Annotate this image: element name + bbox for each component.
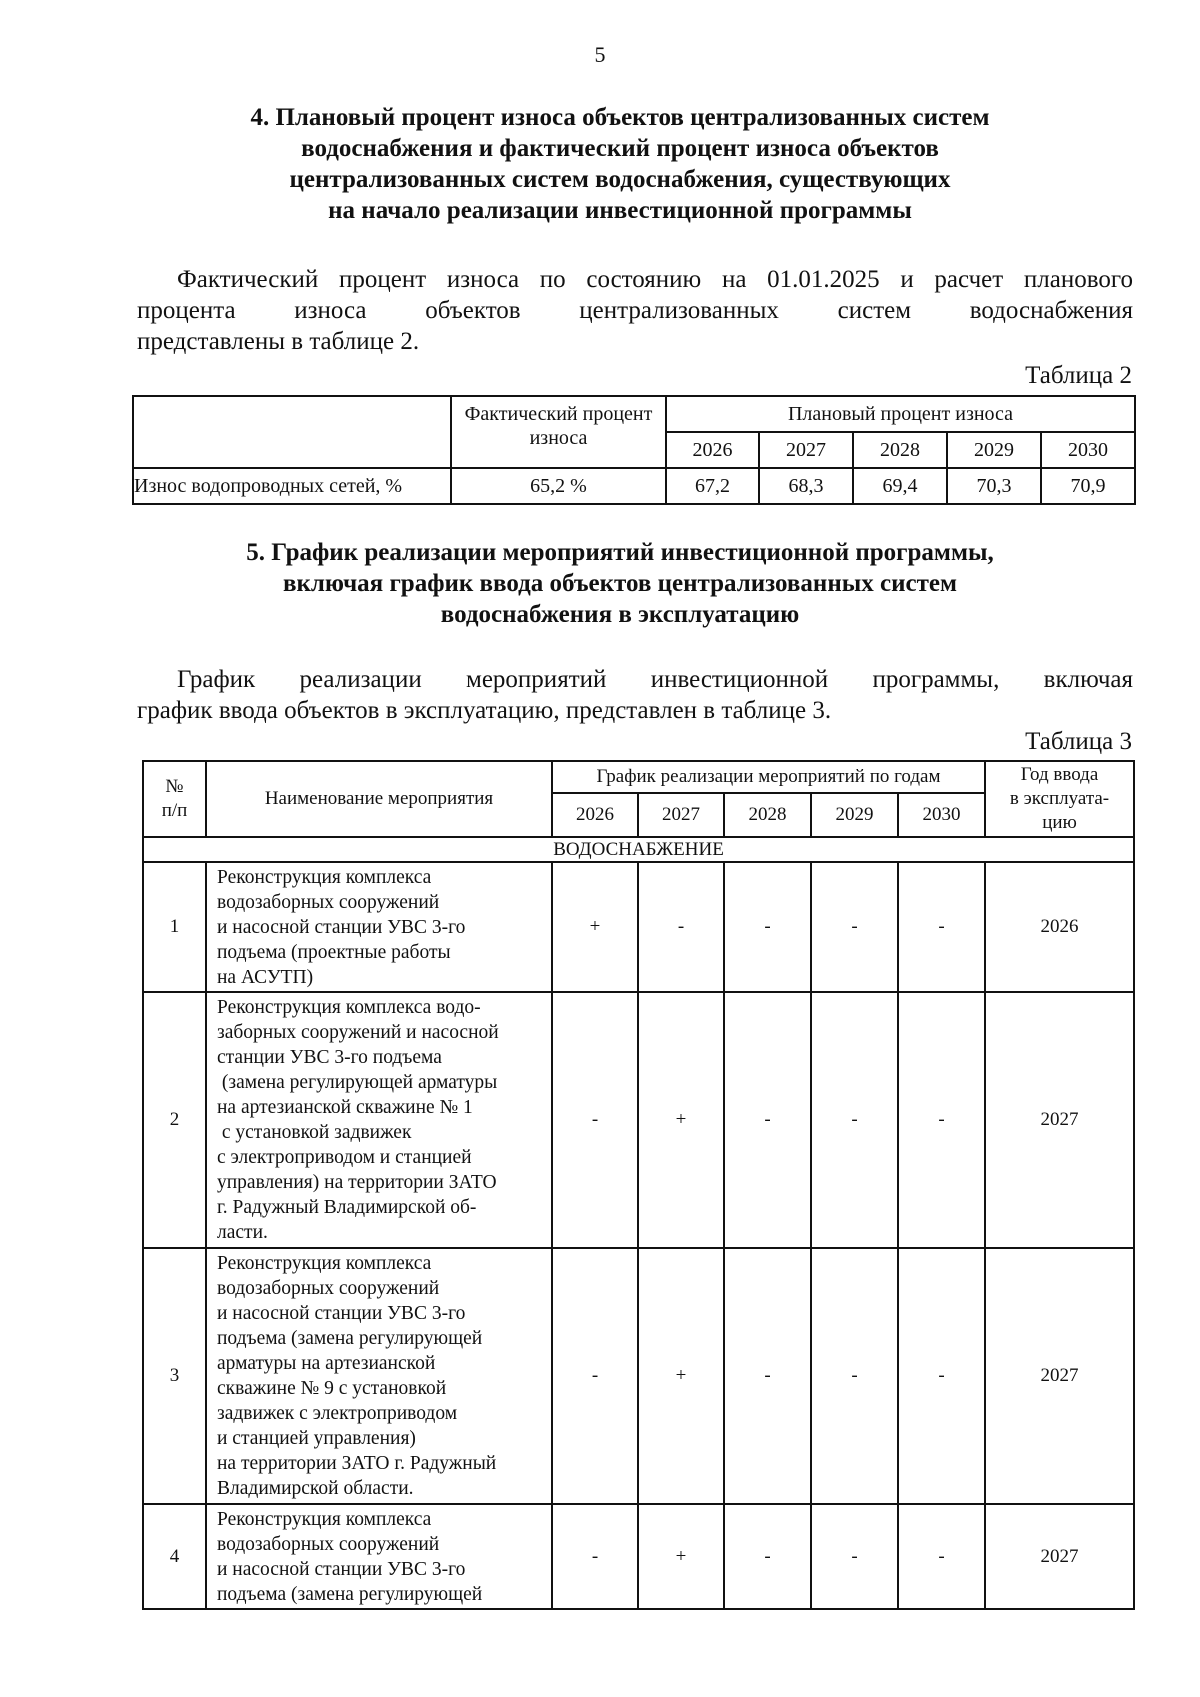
table-row (143, 862, 1134, 992)
name-line: управления) на территории ЗАТО (217, 1172, 497, 1193)
paragraph-line: График реализации мероприятий инвестиционной программы, включая (177, 666, 1133, 693)
table-row (143, 1504, 1134, 1609)
heading-line: 4. Плановый процент износа объектов централизованных систем (250, 104, 990, 131)
schedule-mark: - (724, 862, 811, 992)
wear-percentage-table (132, 395, 1136, 505)
name-line: водозаборных сооружений (217, 1278, 440, 1299)
commission-year-header (985, 761, 1134, 837)
heading-line: 5. График реализации мероприятий инвестиционной программы, (246, 539, 994, 566)
schedule-mark: - (724, 1504, 811, 1609)
paragraph-line: процента износа объектов централизованных систем водоснабжения (137, 297, 1133, 324)
page-number: 5 (594, 42, 606, 67)
schedule-mark: + (638, 1248, 724, 1504)
section-5-paragraph (137, 664, 1133, 726)
schedule-mark: - (898, 862, 985, 992)
implementation-schedule-table (142, 760, 1135, 1610)
section-4-heading (160, 102, 1080, 226)
schedule-mark: - (811, 992, 898, 1248)
schedule-header: График реализации мероприятий по годам (552, 761, 985, 793)
year-header: 2029 (811, 793, 898, 837)
name-line: заборных сооружений и насосной (217, 1022, 499, 1043)
row-number: 1 (143, 862, 206, 992)
row-label: Износ водопроводных сетей, % (133, 468, 451, 504)
year-header: 2028 (724, 793, 811, 837)
name-line: и станцией управления) (217, 1428, 416, 1449)
name-line: Владимирской области. (217, 1478, 414, 1499)
actual-wear-header (451, 396, 666, 468)
year-header: 2026 (552, 793, 638, 837)
name-line: Реконструкция комплекса (217, 1508, 432, 1530)
group-header: ВОДОСНАБЖЕНИЕ (143, 837, 1134, 862)
schedule-mark: - (898, 1504, 985, 1609)
section-4-paragraph (137, 264, 1133, 357)
name-line: (замена регулирующей арматуры (217, 1072, 498, 1093)
schedule-mark: - (811, 1504, 898, 1609)
name-line: водозаборных сооружений (217, 891, 440, 913)
name-line: Реконструкция комплекса (217, 1253, 432, 1274)
name-line: и насосной станции УВС 3-го (217, 1558, 466, 1580)
name-line: с электроприводом и станцией (217, 1147, 472, 1168)
name-line: Реконструкция комплекса (217, 866, 432, 888)
header-line: в эксплуата- (1009, 788, 1110, 809)
schedule-mark: + (638, 1504, 724, 1609)
name-line: на АСУТП) (217, 966, 314, 988)
schedule-mark: - (552, 1248, 638, 1504)
name-line: подъема (проектные работы (217, 941, 451, 963)
heading-line: централизованных систем водоснабжения, существующих (289, 166, 951, 193)
paragraph-line: представлены в таблице 2. (137, 328, 420, 355)
name-line: водозаборных сооружений (217, 1533, 440, 1555)
actual-wear-value: 65,2 % (451, 468, 666, 504)
name-line: с установкой задвижек (217, 1122, 412, 1143)
row-number: 2 (143, 992, 206, 1248)
schedule-mark: - (724, 1248, 811, 1504)
heading-line: включая график ввода объектов централизованных систем (282, 570, 957, 597)
commission-year: 2027 (985, 1504, 1134, 1609)
year-header: 2026 (666, 432, 759, 468)
name-line: Реконструкция комплекса водо- (217, 997, 481, 1018)
schedule-mark: - (724, 992, 811, 1248)
row-number: 4 (143, 1504, 206, 1609)
year-header: 2028 (853, 432, 947, 468)
name-line: задвижек с электроприводом (217, 1403, 458, 1424)
name-line: скважине № 9 с установкой (217, 1378, 447, 1399)
commission-year: 2026 (985, 862, 1134, 992)
header-line: Год ввода (1020, 764, 1099, 785)
year-header: 2030 (1041, 432, 1135, 468)
year-header: 2029 (947, 432, 1041, 468)
planned-wear-header: Плановый процент износа (666, 396, 1135, 432)
name-line: г. Радужный Владимирской об- (217, 1197, 477, 1218)
heading-line: водоснабжения и фактический процент износа объектов (301, 135, 939, 162)
schedule-mark: - (552, 992, 638, 1248)
commission-year: 2027 (985, 992, 1134, 1248)
header-line: п/п (161, 800, 188, 821)
name-line: на территории ЗАТО г. Радужный (217, 1453, 497, 1474)
header-line: износа (529, 427, 588, 449)
year-header: 2030 (898, 793, 985, 837)
year-header: 2027 (638, 793, 724, 837)
schedule-mark: - (898, 1248, 985, 1504)
name-line: арматуры на артезианской (217, 1353, 436, 1374)
measure-name-header: Наименование мероприятия (206, 761, 552, 837)
planned-wear-value: 67,2 (666, 468, 759, 504)
schedule-mark: - (638, 862, 724, 992)
number-header (143, 761, 206, 837)
heading-line: на начало реализации инвестиционной программы (328, 197, 912, 224)
name-line: ласти. (217, 1222, 268, 1243)
planned-wear-value: 70,9 (1041, 468, 1135, 504)
year-header: 2027 (759, 432, 853, 468)
name-line: подъема (замена регулирующей (217, 1583, 483, 1605)
measure-name (206, 1248, 552, 1504)
heading-line: водоснабжения в эксплуатацию (440, 601, 800, 628)
schedule-mark: + (638, 992, 724, 1248)
planned-wear-value: 69,4 (853, 468, 947, 504)
measure-name (206, 1504, 552, 1609)
section-5-heading (160, 537, 1080, 630)
schedule-mark: - (898, 992, 985, 1248)
schedule-mark: - (811, 1248, 898, 1504)
paragraph-line: график ввода объектов в эксплуатацию, представлен в таблице 3. (137, 697, 832, 724)
commission-year: 2027 (985, 1248, 1134, 1504)
table-row (143, 1248, 1134, 1504)
name-line: на артезианской скважине № 1 (217, 1097, 473, 1118)
measure-name (206, 862, 552, 992)
table-2-caption: Таблица 2 (1025, 362, 1132, 389)
name-line: и насосной станции УВС 3-го (217, 1303, 466, 1324)
row-number: 3 (143, 1248, 206, 1504)
name-line: и насосной станции УВС 3-го (217, 916, 466, 938)
header-line: № (165, 776, 184, 797)
table-row (143, 992, 1134, 1248)
header-line: цию (1042, 812, 1077, 833)
table-corner-cell (133, 396, 451, 468)
planned-wear-value: 70,3 (947, 468, 1041, 504)
schedule-mark: - (552, 1504, 638, 1609)
header-line: Фактический процент (464, 403, 653, 425)
schedule-mark: + (552, 862, 638, 992)
planned-wear-value: 68,3 (759, 468, 853, 504)
paragraph-line: Фактический процент износа по состоянию на 01.01.2025 и расчет планового (177, 266, 1133, 293)
measure-name (206, 992, 552, 1248)
schedule-mark: - (811, 862, 898, 992)
name-line: подъема (замена регулирующей (217, 1328, 483, 1349)
table-3-caption: Таблица 3 (1025, 728, 1132, 755)
name-line: станции УВС 3-го подъема (217, 1047, 442, 1068)
